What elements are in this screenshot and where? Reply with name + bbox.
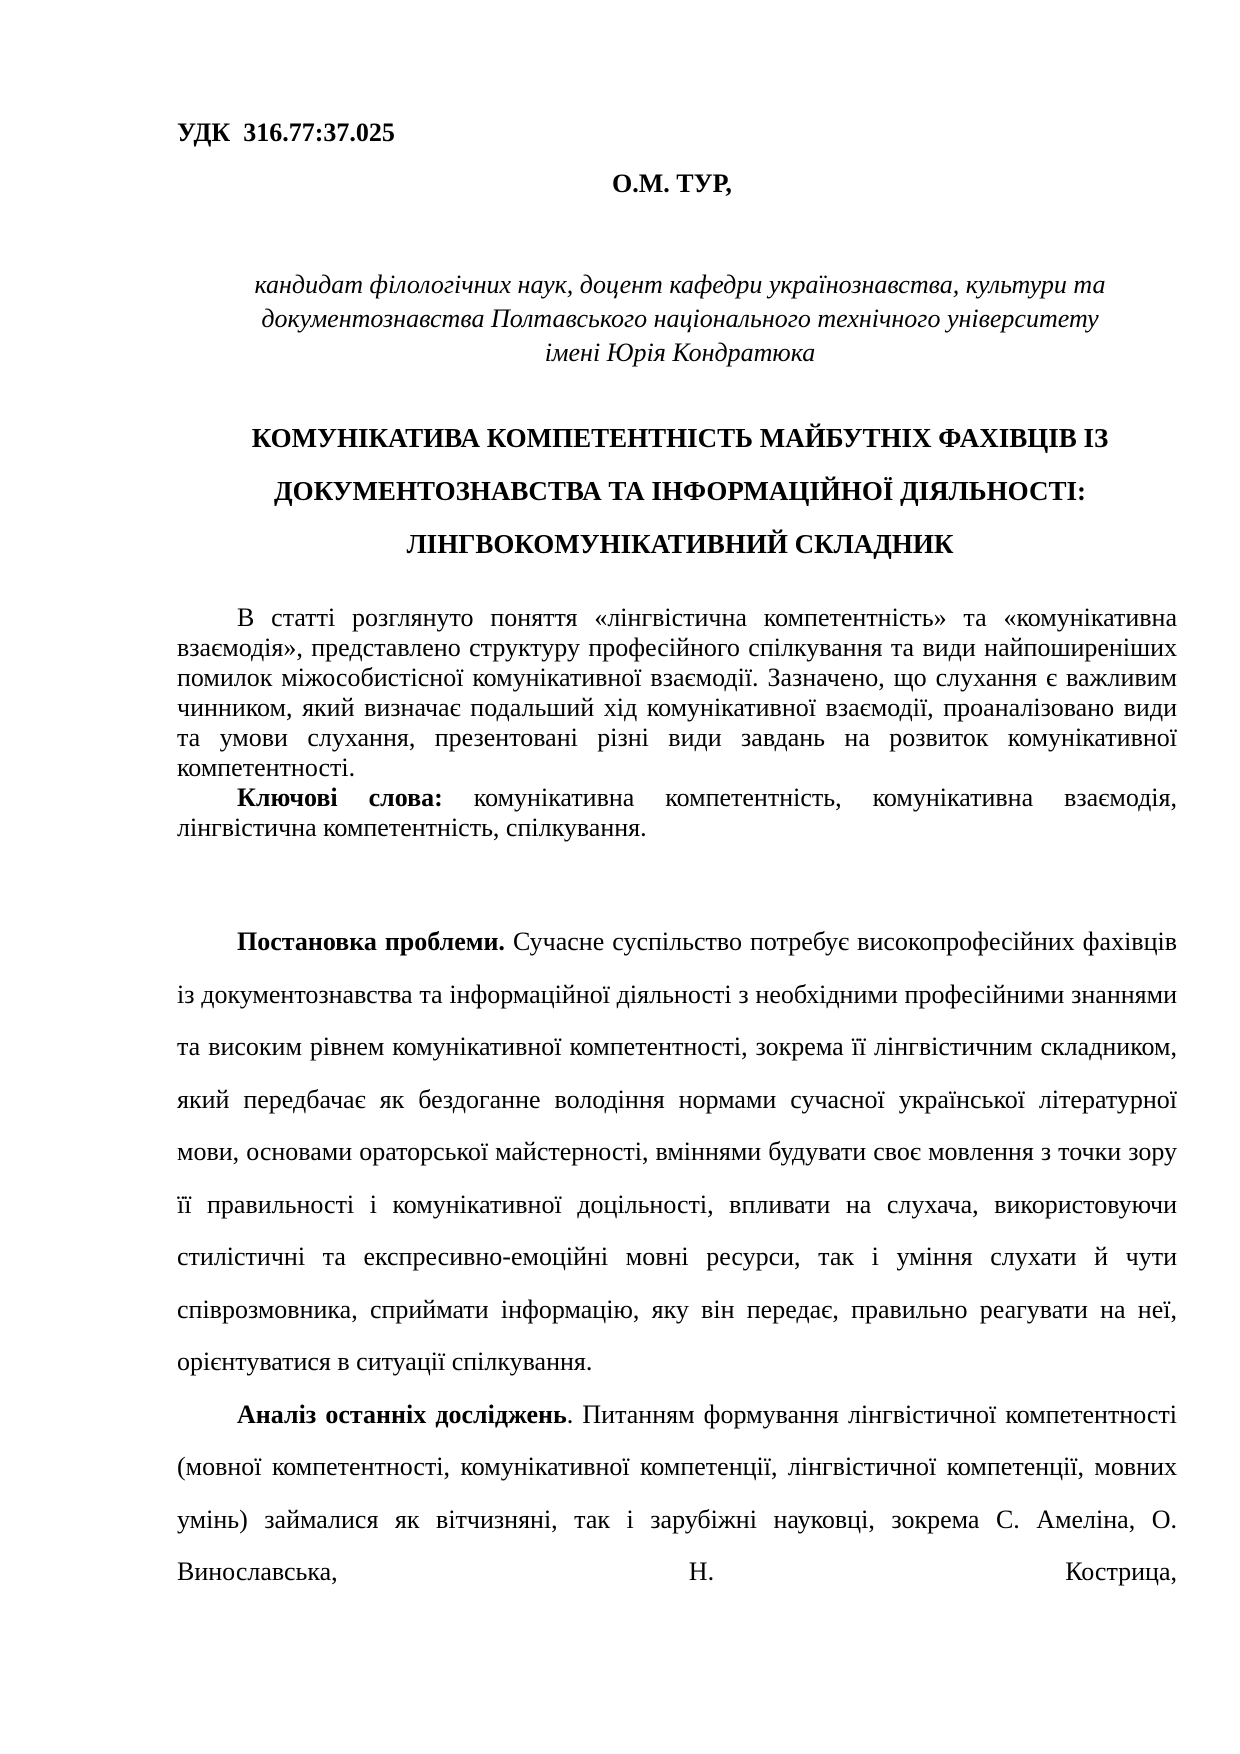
keywords-text: комунікативна компетентність, комунікативна взаємодія, лінгвістична компетентність, спілкування. (177, 783, 1177, 842)
section-problem-statement (177, 916, 1177, 1389)
affiliation-line: документознавства Полтавського національного технічного університету (261, 304, 1099, 333)
affiliation-line: імені Юрія Кондратюка (544, 338, 816, 367)
affiliation-line: кандидат філологічних наук, доцент кафедри українознавства, культури та (254, 270, 1106, 299)
section-literature-review (177, 1389, 1177, 1599)
section-text: Сучасне суспільство потребує високопрофесійних фахівців із документознавства та інформаційної діяльності з необхідними професійними знаннями та високим рівнем комунікативної компетентності, зокрема її лінгвістичним складником, який передбачає як бездоганне володіння нормами сучасної української літературної мови, основами ораторської майстерності, вміннями будувати своє мовлення з точки зору її правильності і комунікативної доцільності, впливати на слухача, використовуючи стилістичні та експресивно-емоційні мовні ресурси, так і уміння слухати й чути співрозмовника, сприймати інформацію, яку він передає, правильно реагувати на неї, орієнтуватися в ситуації спілкування. (177, 927, 1177, 1376)
abstract (177, 603, 1177, 843)
keywords-label: Ключові слова: (237, 783, 443, 812)
title-line: КОМУНІКАТИВА КОМПЕТЕНТНІСТЬ МАЙБУТНІХ ФАХІВЦІВ ІЗ (251, 423, 1109, 453)
udk-code: УДК 316.77:37.025 (177, 118, 395, 147)
keywords-paragraph (177, 783, 1177, 843)
section-lead: Постановка проблеми. (237, 927, 505, 956)
section-text: . Питанням формування лінгвістичної компетентності (мовної компетентності, комунікативної компетенції, лінгвістичної компетенції, мовних умінь) займалися як вітчизняні, так і зарубіжні науковці, зокрема С. Амеліна, О. Винославська, Н. Кострица, (177, 1399, 1178, 1586)
author-affiliation (180, 268, 1180, 370)
abstract-text: В статті розглянуто поняття «лінгвістична компетентність» та «комунікативна взаємодія», представлено структуру професійного спілкування та види найпоширеніших помилок міжособистісної комунікативної взаємодії. Зазначено, що слухання є важливим чинником, який визначає подальший хід комунікативної взаємодії, проаналізовано види та умови слухання, презентовані різні види завдань на розвиток комунікативної компетентності. (177, 603, 1177, 782)
author-name: О.М. ТУР, (612, 169, 732, 198)
title-line: ЛІНГВОКОМУНІКАТИВНИЙ СКЛАДНИК (406, 529, 954, 559)
article-body (177, 916, 1177, 1599)
section-lead: Аналіз останніх досліджень (237, 1399, 567, 1429)
article-title (180, 412, 1180, 571)
title-line: ДОКУМЕНТОЗНАВСТВА ТА ІНФОРМАЦІЙНОЇ ДІЯЛЬНОСТІ: (274, 476, 1086, 506)
